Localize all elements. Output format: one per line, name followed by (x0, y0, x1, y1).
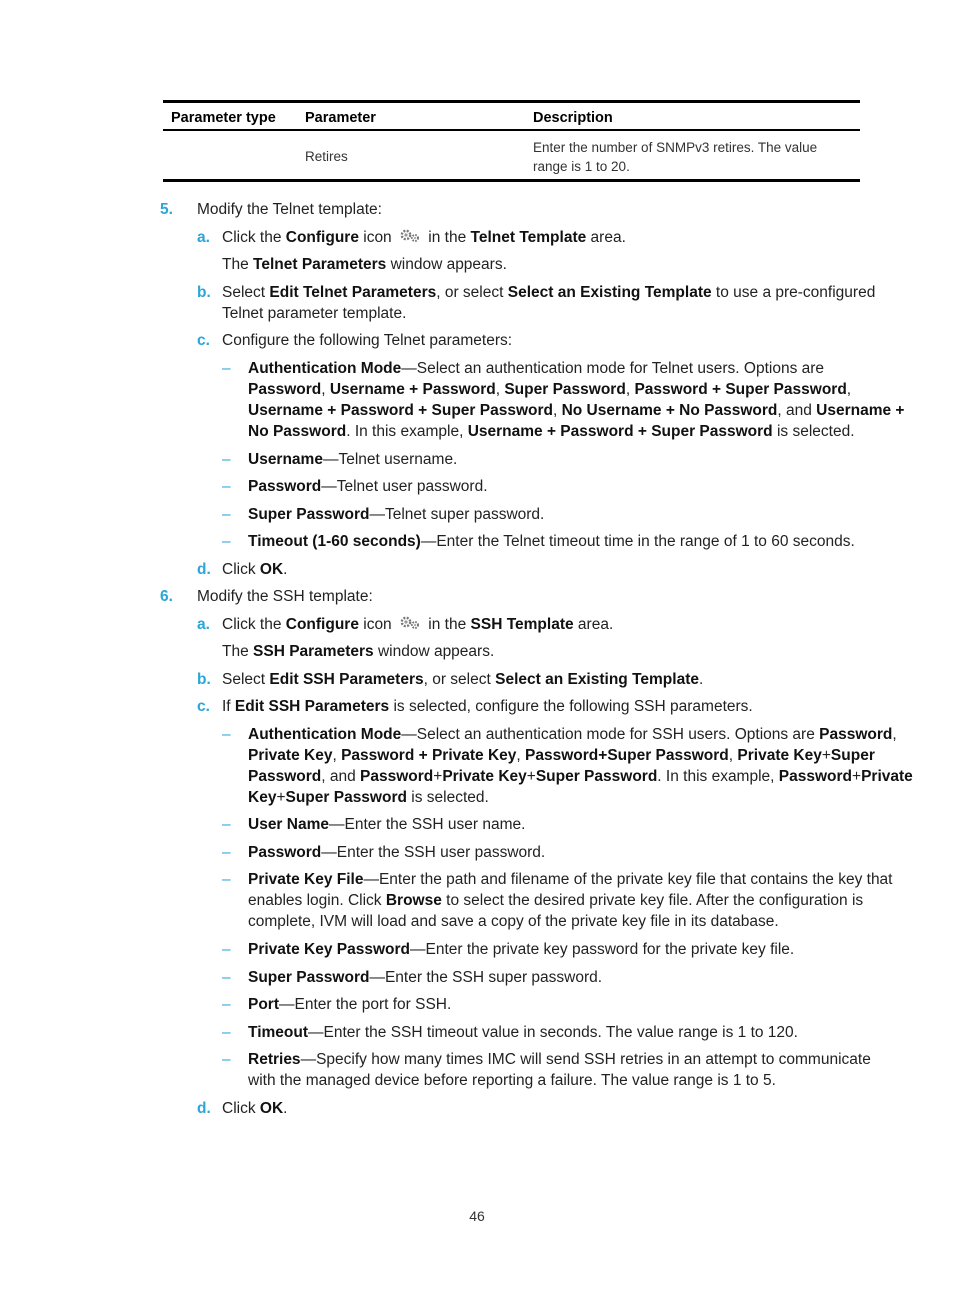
substep-label: c. (197, 332, 210, 349)
telnet-timeout-item: Timeout (1-60 seconds)—Enter the Telnet timeout time in the range of 1 to 60 seconds. (248, 533, 855, 550)
ssh-password-item: Password—Enter the SSH user password. (248, 844, 546, 861)
ssh-retries-line2: with the managed device before reporting a failure. The value range is 1 to 5. (248, 1072, 776, 1089)
step-text: Modify the Telnet template: (197, 201, 382, 218)
table-header-parameter: Parameter (305, 110, 376, 126)
substep-a-text: Click the Configure icon in the Telnet Template area. (222, 229, 626, 246)
substep-d-text: Click OK. (222, 1100, 288, 1117)
ssh-private-key-file-line2: enables login. Click Browse to select the desired private key file. After the configuration is (248, 892, 864, 909)
ssh-auth-mode-line1: Authentication Mode—Select an authentication mode for SSH users. Options are Password, (248, 726, 897, 743)
ssh-private-key-file-line1: Private Key File—Enter the path and filename of the private key file that contains the key that (248, 871, 893, 888)
substep-a-note: The SSH Parameters window appears. (222, 643, 495, 660)
substep-label: a. (197, 616, 210, 633)
substep-b-text-line2: Telnet parameter template. (222, 305, 407, 322)
table-cell-parameter: Retires (305, 149, 348, 164)
ssh-timeout-item: Timeout—Enter the SSH timeout value in seconds. The value range is 1 to 120. (248, 1024, 798, 1041)
substep-a-note: The Telnet Parameters window appears. (222, 256, 507, 273)
ssh-port-item: Port—Enter the port for SSH. (248, 996, 452, 1013)
gear-icon (399, 229, 421, 243)
table-cell-description: Enter the number of SNMPv3 retires. The value range is 1 to 20. (533, 140, 818, 174)
substep-c-text: Configure the following Telnet parameters: (222, 332, 513, 349)
step-number: 6. (160, 588, 173, 605)
bullet-dash: – (222, 996, 231, 1013)
substep-label: d. (197, 561, 211, 578)
ssh-auth-mode-line2: Private Key, Password + Private Key, Password+Super Password, Private Key+Super (248, 747, 875, 764)
telnet-auth-mode-line2: Password, Username + Password, Super Password, Password + Super Password, (248, 381, 852, 398)
bullet-dash: – (222, 969, 231, 986)
substep-b-text: Select Edit SSH Parameters, or select Select an Existing Template. (222, 671, 704, 688)
bullet-dash: – (222, 1024, 231, 1041)
substep-a-text: Click the Configure icon in the SSH Template area. (222, 616, 614, 633)
table-header-parameter-type: Parameter type (171, 110, 276, 126)
ssh-user-name-item: User Name—Enter the SSH user name. (248, 816, 526, 833)
substep-label: c. (197, 698, 210, 715)
substep-label: b. (197, 671, 211, 688)
bullet-dash: – (222, 1051, 231, 1068)
ssh-private-key-file-line3: complete, IVM will load and save a copy of the private key file in its database. (248, 913, 779, 930)
telnet-username-item: Username—Telnet username. (248, 451, 458, 468)
bullet-dash: – (222, 533, 231, 550)
bullet-dash: – (222, 871, 231, 888)
substep-d-text: Click OK. (222, 561, 288, 578)
ssh-auth-mode-line3: Password, and Password+Private Key+Super Password. In this example, Password+Private (248, 768, 913, 785)
ssh-super-password-item: Super Password—Enter the SSH super password. (248, 969, 603, 986)
bullet-dash: – (222, 844, 231, 861)
bullet-dash: – (222, 726, 231, 743)
step-text: Modify the SSH template: (197, 588, 373, 605)
bullet-dash: – (222, 816, 231, 833)
telnet-super-password-item: Super Password—Telnet super password. (248, 506, 545, 523)
bullet-dash: – (222, 360, 231, 377)
gear-icon (399, 616, 421, 630)
substep-b-text: Select Edit Telnet Parameters, or select Select an Existing Template to use a pre-configured (222, 284, 876, 301)
page-number: 46 (469, 1208, 485, 1224)
telnet-auth-mode-line3: Username + Password + Super Password, No Username + No Password, and Username + (248, 402, 905, 419)
step-number: 5. (160, 201, 173, 218)
substep-label: d. (197, 1100, 211, 1117)
bullet-dash: – (222, 506, 231, 523)
ssh-private-key-password-item: Private Key Password—Enter the private key password for the private key file. (248, 941, 795, 958)
substep-label: b. (197, 284, 211, 301)
substep-label: a. (197, 229, 210, 246)
ssh-auth-mode-line4: Key+Super Password is selected. (248, 789, 489, 806)
telnet-password-item: Password—Telnet user password. (248, 478, 488, 495)
telnet-auth-mode-line4: No Password. In this example, Username + Password + Super Password is selected. (248, 423, 855, 440)
bullet-dash: – (222, 478, 231, 495)
telnet-auth-mode-line1: Authentication Mode—Select an authentication mode for Telnet users. Options are (248, 360, 825, 377)
table-header-rule (163, 129, 860, 131)
ssh-retries-line1: Retries—Specify how many times IMC will send SSH retries in an attempt to communicate (248, 1051, 871, 1068)
table-header-description: Description (533, 110, 613, 126)
table-top-rule (163, 100, 860, 103)
table-bottom-rule (163, 179, 860, 182)
substep-c-text: If Edit SSH Parameters is selected, configure the following SSH parameters. (222, 698, 753, 715)
bullet-dash: – (222, 941, 231, 958)
bullet-dash: – (222, 451, 231, 468)
